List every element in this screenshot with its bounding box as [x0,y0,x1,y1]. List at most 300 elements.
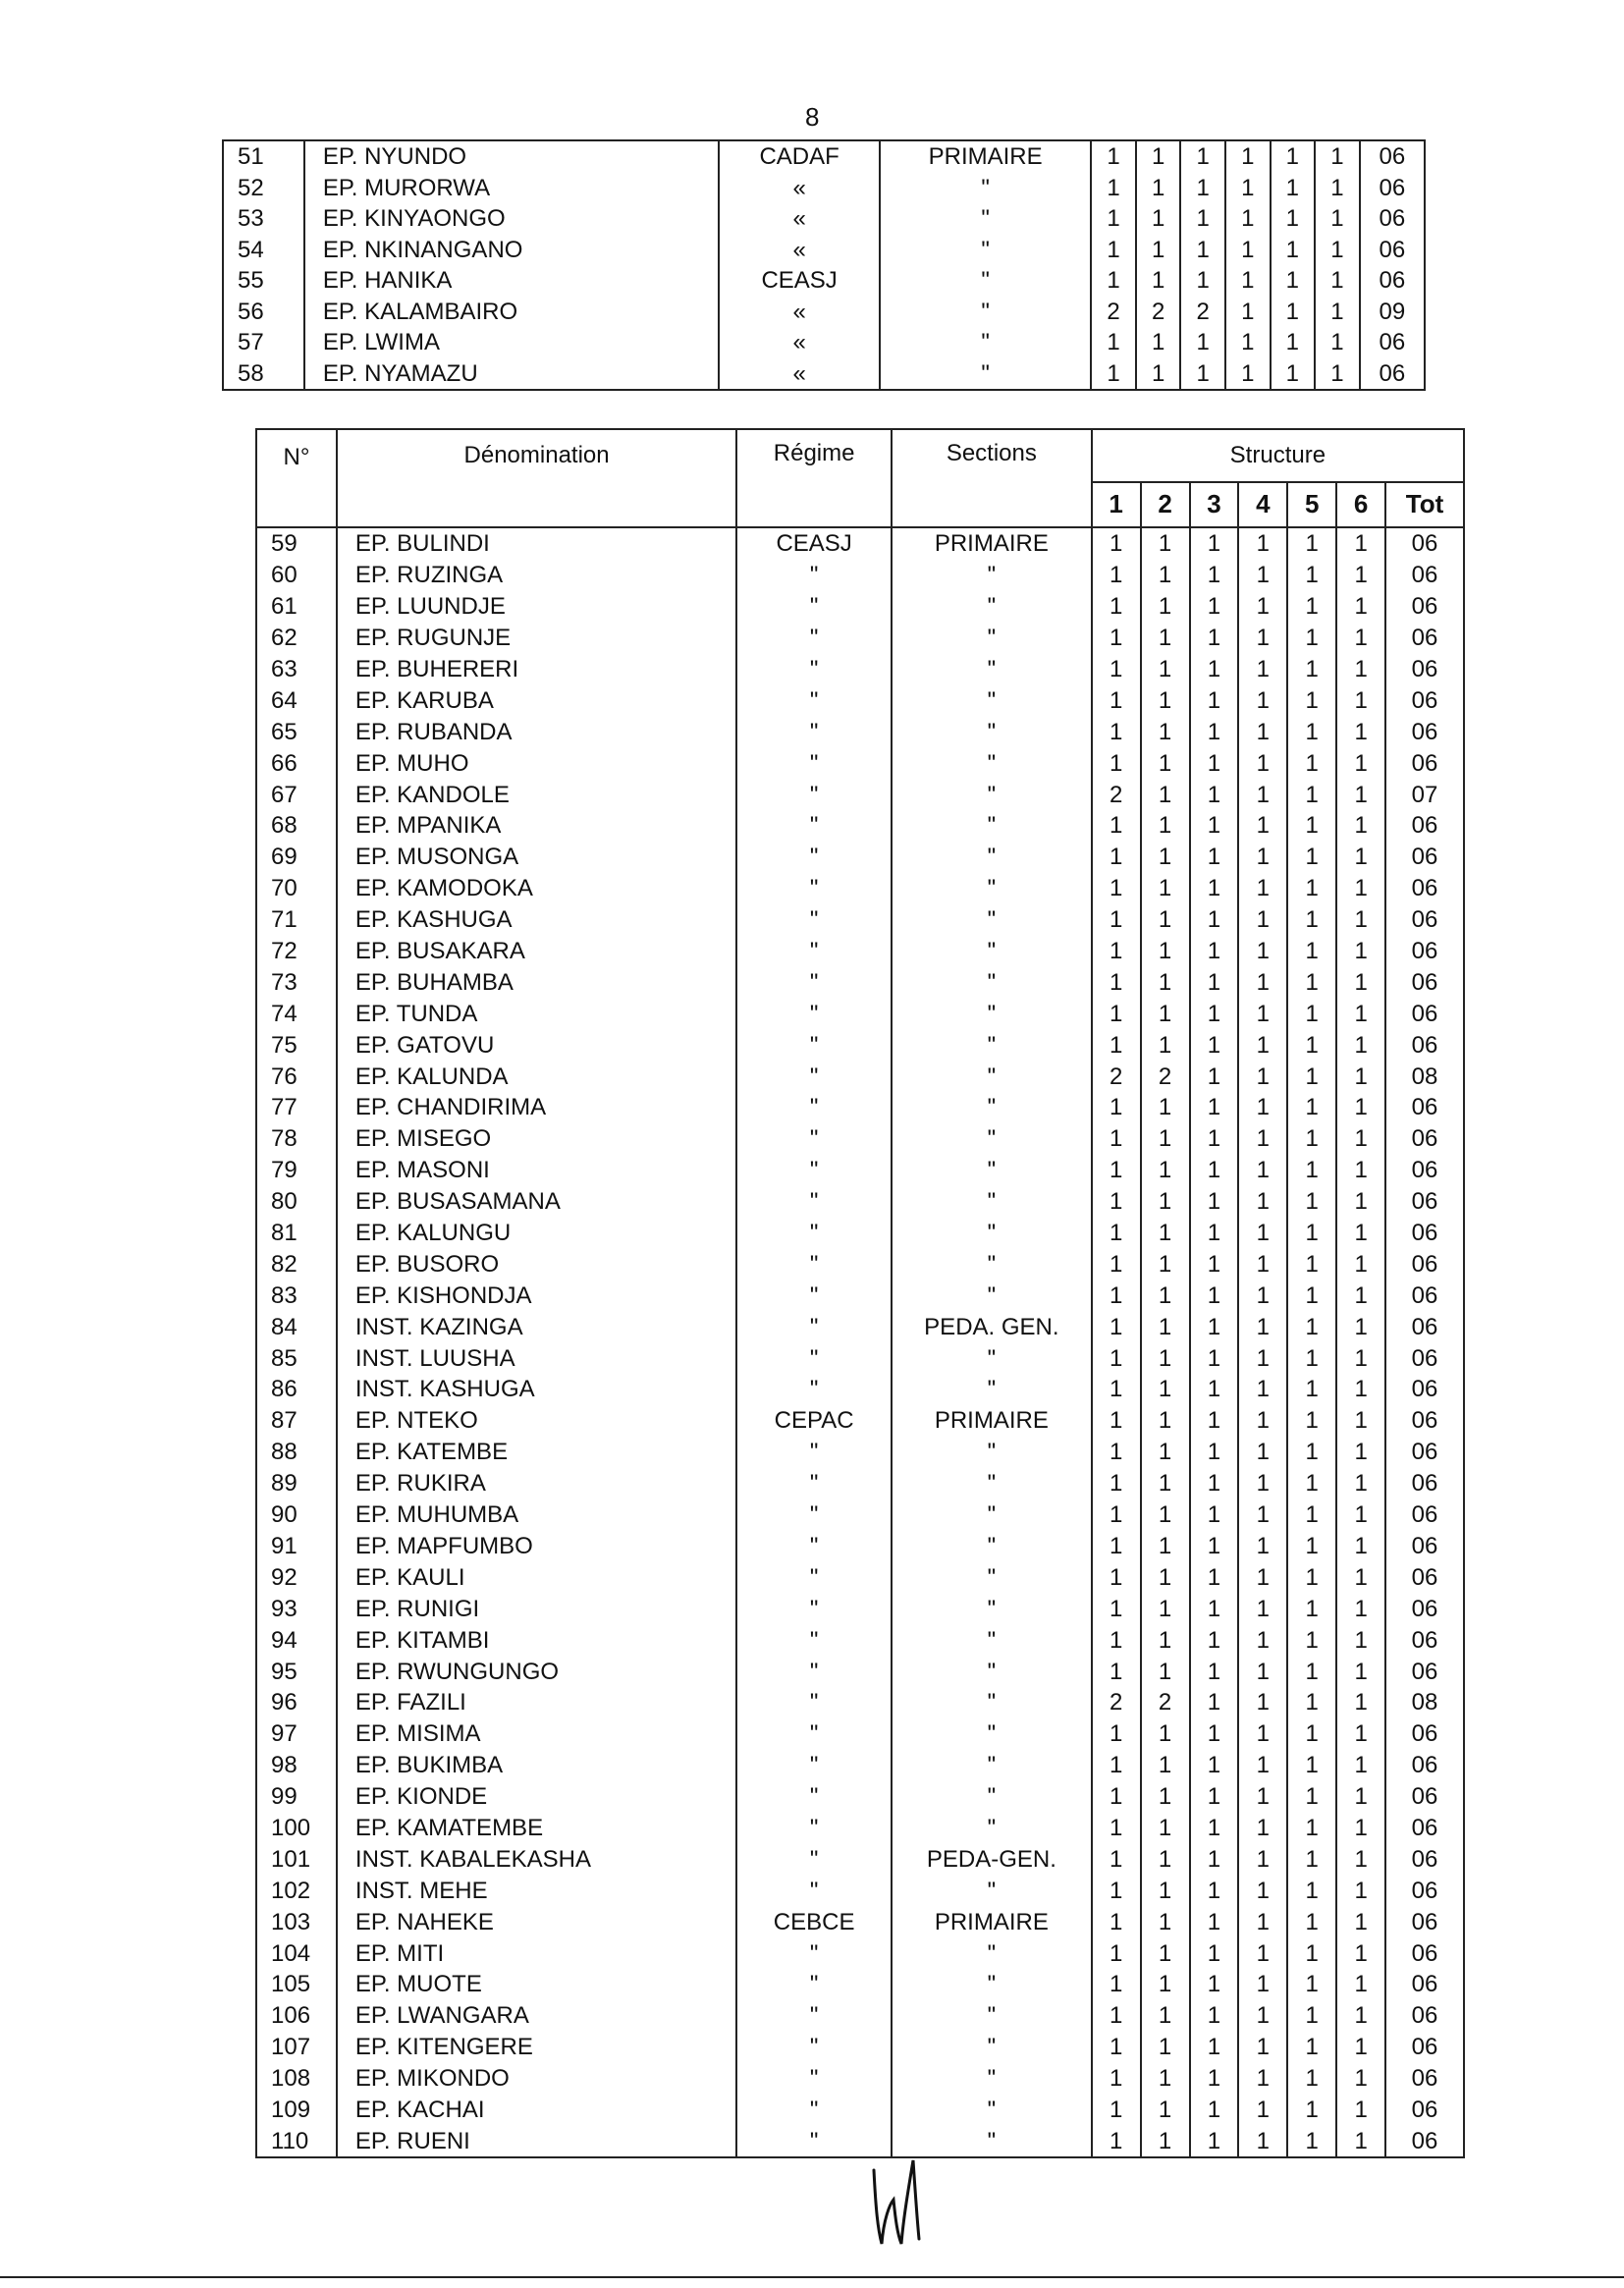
total-cell: 06 [1385,1875,1464,1906]
structure-cell-1: 1 [1092,810,1141,842]
school-name: INST. KABALEKASHA [337,1843,736,1875]
structure-cell-3: 1 [1190,560,1239,591]
table-row [256,1687,1464,1718]
total-cell: 06 [1385,1468,1464,1499]
structure-cell-6: 1 [1336,527,1385,560]
structure-cell-5: 1 [1287,779,1336,810]
row-number: 62 [256,623,337,654]
structure-cell-2: 1 [1141,1531,1190,1562]
table-row [256,1813,1464,1844]
row-number: 82 [256,1248,337,1280]
table-row [256,1531,1464,1562]
header-no: N° [256,429,337,527]
school-name: EP. RUBANDA [337,716,736,747]
structure-cell-6: 1 [1336,1593,1385,1624]
section-cell: " [892,1561,1092,1593]
structure-cell-1: 1 [1092,527,1141,560]
regime-cell: " [736,684,892,716]
school-name: EP. BUHAMBA [337,966,736,998]
total-cell: 06 [1385,684,1464,716]
school-name: EP. BUSAKARA [337,936,736,967]
table-row [256,716,1464,747]
row-number: 95 [256,1656,337,1687]
row-number: 76 [256,1061,337,1092]
total-cell: 06 [1385,998,1464,1029]
school-name: EP. KINYAONGO [304,203,719,235]
school-name: EP. NKINANGANO [304,235,719,266]
structure-cell-2: 1 [1136,235,1181,266]
row-number: 75 [256,1029,337,1061]
total-cell: 06 [1385,1437,1464,1468]
structure-cell-1: 1 [1092,1186,1141,1218]
structure-cell-3: 1 [1190,1843,1239,1875]
structure-cell-3: 1 [1190,1374,1239,1405]
row-number: 90 [256,1499,337,1531]
structure-cell-3: 1 [1180,235,1225,266]
structure-cell-2: 1 [1141,1092,1190,1123]
structure-cell-2: 1 [1136,173,1181,204]
row-number: 92 [256,1561,337,1593]
section-cell: " [880,358,1091,391]
structure-cell-3: 1 [1190,684,1239,716]
row-number: 64 [256,684,337,716]
section-cell: " [892,716,1092,747]
school-name: EP. KITAMBI [337,1624,736,1656]
structure-cell-6: 1 [1336,1969,1385,2000]
continuation-table [222,139,1426,391]
row-number: 101 [256,1843,337,1875]
row-number: 85 [256,1342,337,1374]
section-cell: " [892,1437,1092,1468]
section-cell: " [892,1123,1092,1155]
structure-cell-5: 1 [1287,560,1336,591]
table-row [256,2063,1464,2095]
table-row [256,1781,1464,1813]
structure-cell-1: 1 [1092,842,1141,873]
regime-cell: " [736,2032,892,2063]
structure-cell-5: 1 [1287,1813,1336,1844]
total-cell: 06 [1385,560,1464,591]
total-cell: 06 [1385,1499,1464,1531]
school-name: EP. NYAMAZU [304,358,719,391]
regime-cell: CEBCE [736,1906,892,1937]
structure-cell-3: 1 [1190,904,1239,936]
total-cell: 06 [1385,716,1464,747]
school-name: EP. NTEKO [337,1405,736,1437]
structure-cell-6: 1 [1336,2095,1385,2126]
structure-cell-6: 1 [1336,560,1385,591]
structure-cell-1: 1 [1092,1280,1141,1311]
structure-cell-6: 1 [1336,1092,1385,1123]
school-name: EP. KAULI [337,1561,736,1593]
regime-cell: « [719,235,880,266]
regime-cell: " [736,1186,892,1218]
regime-cell: " [736,1437,892,1468]
structure-cell-2: 1 [1136,327,1181,358]
row-number: 51 [223,140,304,173]
row-number: 61 [256,591,337,623]
structure-cell-1: 1 [1091,140,1136,173]
section-cell: " [880,203,1091,235]
total-cell: 06 [1385,1781,1464,1813]
structure-cell-4: 1 [1238,1937,1287,1969]
structure-cell-4: 1 [1225,327,1271,358]
header-structure: Structure [1092,429,1464,482]
school-name: EP. KALUNGU [337,1218,736,1249]
table-row [256,1937,1464,1969]
structure-cell-1: 1 [1092,654,1141,685]
structure-cell-5: 1 [1287,1405,1336,1437]
row-number: 106 [256,2000,337,2032]
regime-cell: " [736,1092,892,1123]
table-row [223,203,1425,235]
structure-cell-1: 1 [1091,203,1136,235]
table-row [223,235,1425,266]
total-cell: 06 [1385,1969,1464,2000]
structure-cell-4: 1 [1238,1750,1287,1781]
regime-cell: CADAF [719,140,880,173]
structure-cell-1: 1 [1092,1624,1141,1656]
total-cell: 06 [1385,1311,1464,1342]
row-number: 109 [256,2095,337,2126]
structure-cell-5: 1 [1287,810,1336,842]
row-number: 56 [223,297,304,328]
structure-cell-6: 1 [1336,779,1385,810]
structure-cell-5: 1 [1287,654,1336,685]
section-cell: PRIMAIRE [892,1405,1092,1437]
regime-cell: " [736,1969,892,2000]
regime-cell: " [736,1311,892,1342]
structure-cell-4: 1 [1238,1969,1287,2000]
structure-cell-5: 1 [1287,747,1336,779]
section-cell: " [892,842,1092,873]
structure-cell-3: 1 [1190,873,1239,904]
structure-cell-4: 1 [1238,1155,1287,1186]
structure-cell-4: 1 [1225,173,1271,204]
structure-cell-5: 1 [1271,327,1316,358]
structure-cell-4: 1 [1225,265,1271,297]
total-cell: 06 [1385,747,1464,779]
structure-cell-4: 1 [1238,684,1287,716]
structure-cell-5: 1 [1287,1374,1336,1405]
regime-cell: CEPAC [736,1405,892,1437]
section-cell: " [892,1029,1092,1061]
structure-cell-5: 1 [1287,527,1336,560]
structure-cell-4: 1 [1238,2000,1287,2032]
table-row [256,1656,1464,1687]
regime-cell: « [719,203,880,235]
structure-cell-3: 1 [1190,2032,1239,2063]
total-cell: 06 [1385,1280,1464,1311]
section-cell: " [892,2032,1092,2063]
structure-cell-6: 1 [1315,327,1360,358]
total-cell: 06 [1385,1218,1464,1249]
table-row [256,623,1464,654]
structure-cell-1: 1 [1092,2125,1141,2157]
structure-cell-1: 1 [1092,1656,1141,1687]
structure-cell-6: 1 [1336,654,1385,685]
header-regime: Régime [736,429,892,527]
school-name: EP. TUNDA [337,998,736,1029]
regime-cell: " [736,936,892,967]
regime-cell: " [736,1687,892,1718]
school-name: EP. RUZINGA [337,560,736,591]
section-cell: " [892,623,1092,654]
total-cell: 06 [1385,873,1464,904]
regime-cell: " [736,1342,892,1374]
structure-cell-6: 1 [1315,140,1360,173]
school-name: EP. HANIKA [304,265,719,297]
structure-cell-2: 1 [1141,1969,1190,2000]
regime-cell: " [736,1656,892,1687]
structure-cell-3: 1 [1190,2125,1239,2157]
structure-cell-2: 1 [1141,873,1190,904]
structure-cell-2: 1 [1136,265,1181,297]
structure-cell-4: 1 [1238,1374,1287,1405]
regime-cell: " [736,591,892,623]
row-number: 83 [256,1280,337,1311]
section-cell: " [892,560,1092,591]
structure-cell-6: 1 [1336,1155,1385,1186]
structure-cell-4: 1 [1238,1468,1287,1499]
row-number: 80 [256,1186,337,1218]
structure-cell-2: 1 [1141,2032,1190,2063]
structure-cell-5: 1 [1287,1531,1336,1562]
section-cell: PRIMAIRE [892,1906,1092,1937]
section-cell: " [892,1061,1092,1092]
structure-cell-6: 1 [1336,1875,1385,1906]
structure-cell-1: 1 [1092,2000,1141,2032]
section-cell: " [892,2063,1092,2095]
table-row [256,1875,1464,1906]
section-cell: " [892,936,1092,967]
school-name: EP. KAMODOKA [337,873,736,904]
section-cell: " [892,1624,1092,1656]
structure-cell-5: 1 [1287,1687,1336,1718]
structure-cell-1: 1 [1092,684,1141,716]
structure-cell-3: 1 [1180,173,1225,204]
structure-cell-6: 1 [1336,998,1385,1029]
table-row [256,966,1464,998]
total-cell: 08 [1385,1687,1464,1718]
section-cell: " [892,591,1092,623]
total-cell: 06 [1360,203,1425,235]
section-cell: " [892,904,1092,936]
school-name: EP. MUHO [337,747,736,779]
structure-cell-5: 1 [1287,1656,1336,1687]
structure-cell-6: 1 [1336,1813,1385,1844]
structure-cell-1: 1 [1092,1561,1141,1593]
total-cell: 06 [1385,1937,1464,1969]
structure-cell-2: 1 [1141,1937,1190,1969]
school-name: INST. MEHE [337,1875,736,1906]
structure-cell-6: 1 [1336,1656,1385,1687]
school-name: EP. KITENGERE [337,2032,736,2063]
regime-cell: CEASJ [719,265,880,297]
school-name: EP. MISIMA [337,1718,736,1750]
structure-cell-3: 1 [1190,810,1239,842]
total-cell: 06 [1360,173,1425,204]
structure-cell-3: 1 [1190,1405,1239,1437]
structure-cell-4: 1 [1238,1092,1287,1123]
structure-cell-4: 1 [1225,235,1271,266]
total-cell: 06 [1385,1906,1464,1937]
school-name: INST. KASHUGA [337,1374,736,1405]
structure-cell-4: 1 [1238,1624,1287,1656]
structure-cell-5: 1 [1287,1342,1336,1374]
regime-cell: " [736,1248,892,1280]
regime-cell: " [736,1750,892,1781]
structure-cell-4: 1 [1238,747,1287,779]
structure-cell-6: 1 [1336,2063,1385,2095]
total-cell: 06 [1385,1656,1464,1687]
table-row [256,1123,1464,1155]
structure-cell-2: 1 [1141,1029,1190,1061]
school-name: INST. KAZINGA [337,1311,736,1342]
structure-cell-6: 1 [1336,1750,1385,1781]
structure-cell-5: 1 [1287,1186,1336,1218]
regime-cell: " [736,2000,892,2032]
structure-cell-1: 2 [1091,297,1136,328]
structure-cell-5: 1 [1271,140,1316,173]
table-row [256,1061,1464,1092]
section-cell: " [892,779,1092,810]
structure-cell-1: 1 [1092,591,1141,623]
school-name: EP. LUUNDJE [337,591,736,623]
school-name: EP. KASHUGA [337,904,736,936]
school-name: INST. LUUSHA [337,1342,736,1374]
total-cell: 06 [1385,2095,1464,2126]
total-cell: 06 [1385,1123,1464,1155]
total-cell: 06 [1385,1342,1464,1374]
regime-cell: " [736,716,892,747]
structure-cell-3: 1 [1190,2063,1239,2095]
total-cell: 06 [1385,1248,1464,1280]
structure-cell-5: 1 [1287,1718,1336,1750]
structure-cell-1: 1 [1092,560,1141,591]
structure-cell-2: 1 [1141,1186,1190,1218]
regime-cell: " [736,1468,892,1499]
structure-cell-1: 1 [1092,1750,1141,1781]
header-col-5: 5 [1287,482,1336,527]
row-number: 57 [223,327,304,358]
structure-cell-4: 1 [1238,1499,1287,1531]
row-number: 96 [256,1687,337,1718]
total-cell: 06 [1385,1843,1464,1875]
row-number: 84 [256,1311,337,1342]
structure-cell-5: 1 [1287,1248,1336,1280]
header-col-2: 2 [1141,482,1190,527]
school-name: EP. FAZILI [337,1687,736,1718]
total-cell: 06 [1385,1561,1464,1593]
regime-cell: " [736,873,892,904]
structure-cell-1: 1 [1092,1342,1141,1374]
regime-cell: " [736,747,892,779]
school-name: EP. MIKONDO [337,2063,736,2095]
row-number: 66 [256,747,337,779]
structure-cell-6: 1 [1336,936,1385,967]
structure-cell-1: 1 [1091,235,1136,266]
structure-cell-2: 1 [1141,904,1190,936]
structure-cell-3: 1 [1190,1813,1239,1844]
structure-cell-4: 1 [1238,1280,1287,1311]
section-cell: " [892,966,1092,998]
structure-cell-5: 1 [1271,265,1316,297]
structure-cell-2: 2 [1141,1061,1190,1092]
section-cell: " [892,1186,1092,1218]
regime-cell: " [736,1123,892,1155]
structure-cell-4: 1 [1238,1593,1287,1624]
structure-cell-5: 1 [1287,1123,1336,1155]
structure-cell-6: 1 [1315,235,1360,266]
table-row [256,2032,1464,2063]
structure-cell-3: 1 [1190,1437,1239,1468]
structure-cell-6: 1 [1336,1405,1385,1437]
row-number: 104 [256,1937,337,1969]
section-cell: " [892,1468,1092,1499]
page-number: 8 [805,102,820,132]
structure-cell-2: 1 [1141,1342,1190,1374]
section-cell: PRIMAIRE [880,140,1091,173]
structure-cell-3: 1 [1190,1061,1239,1092]
structure-cell-2: 1 [1141,591,1190,623]
structure-cell-6: 1 [1336,904,1385,936]
header-col-3: 3 [1190,482,1239,527]
total-cell: 08 [1385,1061,1464,1092]
structure-cell-2: 1 [1141,1906,1190,1937]
structure-cell-1: 1 [1092,1468,1141,1499]
structure-cell-2: 1 [1141,747,1190,779]
school-name: EP. MITI [337,1937,736,1969]
structure-cell-2: 1 [1141,1656,1190,1687]
regime-cell: " [736,2063,892,2095]
section-cell: " [892,1813,1092,1844]
structure-cell-5: 1 [1287,1906,1336,1937]
structure-cell-4: 1 [1238,2032,1287,2063]
structure-cell-2: 1 [1141,1718,1190,1750]
structure-cell-6: 1 [1336,1906,1385,1937]
structure-cell-3: 1 [1190,842,1239,873]
structure-cell-1: 1 [1092,1499,1141,1531]
structure-cell-2: 1 [1141,1750,1190,1781]
structure-cell-5: 1 [1287,1593,1336,1624]
structure-cell-1: 1 [1092,1029,1141,1061]
table-row [223,297,1425,328]
table-row [256,2095,1464,2126]
row-number: 99 [256,1781,337,1813]
structure-cell-2: 1 [1141,966,1190,998]
table-row [256,1499,1464,1531]
structure-cell-4: 1 [1238,1186,1287,1218]
regime-cell: " [736,1937,892,1969]
structure-cell-5: 1 [1287,1781,1336,1813]
regime-cell: " [736,779,892,810]
table-row [256,1405,1464,1437]
table-row [256,1218,1464,1249]
structure-cell-1: 1 [1092,1311,1141,1342]
school-name: EP. KIONDE [337,1781,736,1813]
structure-cell-2: 1 [1141,1123,1190,1155]
structure-cell-3: 1 [1190,623,1239,654]
regime-cell: " [736,1499,892,1531]
structure-cell-5: 1 [1287,2125,1336,2157]
row-number: 105 [256,1969,337,2000]
structure-cell-1: 1 [1092,716,1141,747]
total-cell: 06 [1385,623,1464,654]
total-cell: 06 [1385,1813,1464,1844]
structure-cell-2: 1 [1141,1374,1190,1405]
structure-cell-5: 1 [1287,2032,1336,2063]
